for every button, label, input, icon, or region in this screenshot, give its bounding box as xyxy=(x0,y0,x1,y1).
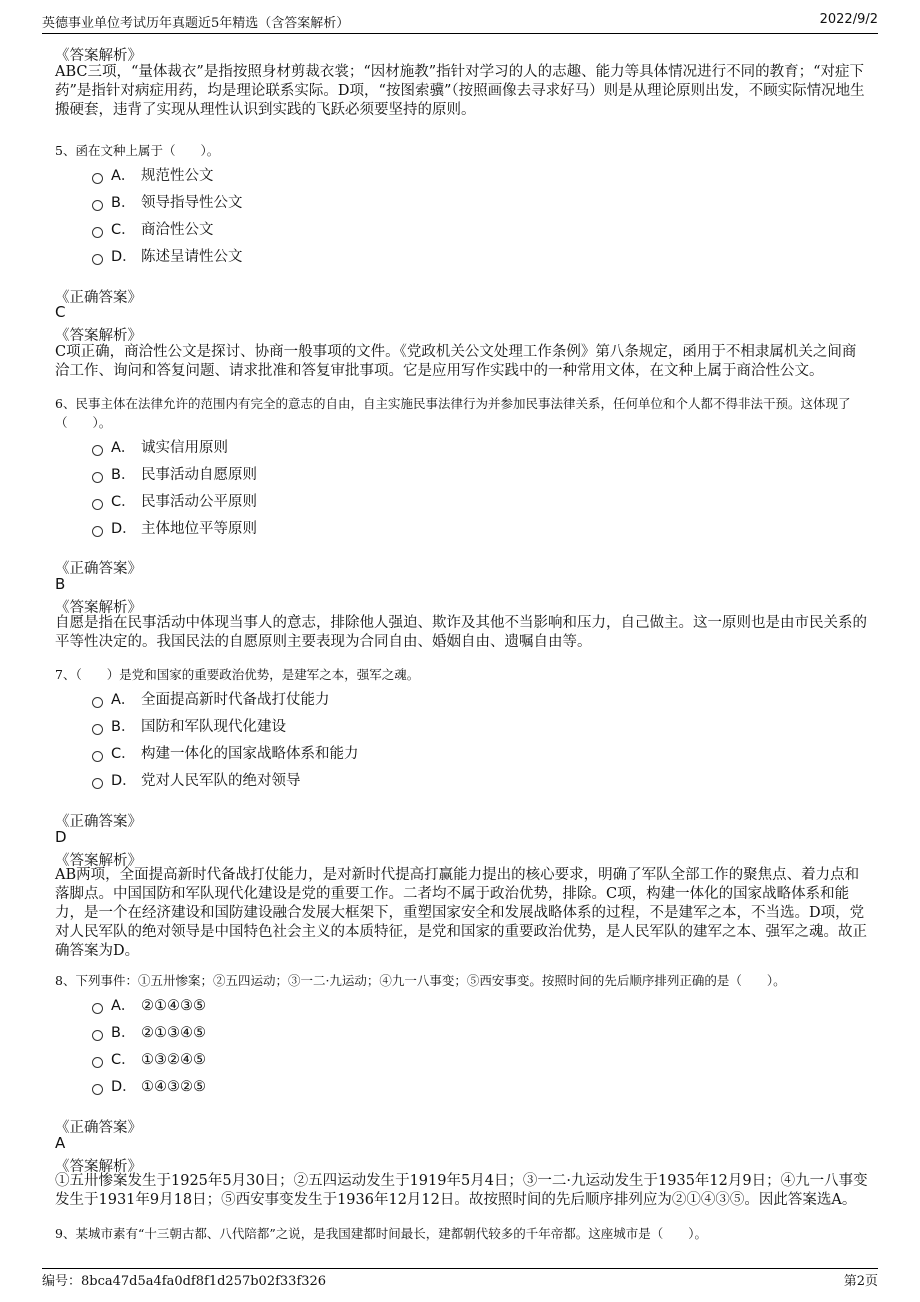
answer-label: 《正确答案》 xyxy=(55,1120,142,1136)
option-text: 主体地位平等原则 xyxy=(141,521,257,537)
footer-divider xyxy=(42,1268,878,1269)
analysis-label: 《答案解析》 xyxy=(55,853,142,869)
option-c[interactable]: C． ①③②④⑤ xyxy=(92,1048,206,1068)
radio-icon[interactable] xyxy=(92,697,103,708)
analysis-label: 《答案解析》 xyxy=(55,600,142,616)
answer-label: 《正确答案》 xyxy=(55,290,142,306)
analysis-label: 《答案解析》 xyxy=(55,48,142,64)
document-code: 编号：8bca47d5a4fa0df8f1d257b02f33f326 xyxy=(42,1274,327,1289)
analysis-text: ABC三项，“量体裁衣”是指按照身材剪裁衣裳；“因材施教”指针对学习的人的志趣、能力等具体情况进行不同的教育；“对症下药”是指针对病症用药，均是理论联系实际。D项，“按图索骥”（按照画像去寻求好马）则是从理论原则出发，不顾实际情况地生搬硬套，违背了实现从理性认识到实践的飞跃必须要坚持的原则。 xyxy=(55,64,865,118)
option-text: ①④③②⑤ xyxy=(141,1079,206,1095)
radio-icon[interactable] xyxy=(92,526,103,537)
option-text: ②①③④⑤ xyxy=(141,1025,206,1041)
option-b[interactable]: B． 领导指导性公文 xyxy=(92,191,243,211)
radio-icon[interactable] xyxy=(92,724,103,735)
option-text: 构建一体化的国家战略体系和能力 xyxy=(141,746,359,762)
answer-label: 《正确答案》 xyxy=(55,561,142,577)
option-d[interactable]: D． 主体地位平等原则 xyxy=(92,517,257,537)
page-header xyxy=(42,12,878,32)
radio-icon[interactable] xyxy=(92,227,103,238)
option-text: 国防和军队现代化建设 xyxy=(141,719,286,735)
question-stem: 5、函在文种上属于（ ）。 xyxy=(55,143,220,158)
document-date: 2022/9/2 xyxy=(819,12,878,27)
option-c[interactable]: C． 构建一体化的国家战略体系和能力 xyxy=(92,742,359,762)
analysis-text: AB两项，全面提高新时代备战打仗能力，是对新时代提高打赢能力提出的核心要求，明确了军队全部工作的聚焦点、着力点和落脚点。中国国防和军队现代化建设是党的重要工作。二者均不属于政治优势，排除。C项，构建一体化的国家战略体系和能力，是一个在经济建设和国防建设融合发展大框架下，重塑国家安全和发展战略体系的过程，不是建军之本，不当选。D项，党对人民军队的绝对领导是中国特色社会主义的本质特征，是党和国家的重要政治优势，是人民军队的建军之本、强军之魂。故正确答案为D。 xyxy=(55,867,867,959)
question-stem: 7、（ ）是党和国家的重要政治优势，是建军之本，强军之魂。 xyxy=(55,667,420,682)
header-divider xyxy=(42,33,878,34)
option-text: ②①④③⑤ xyxy=(141,998,206,1014)
option-a[interactable]: A． 规范性公文 xyxy=(92,164,214,184)
radio-icon[interactable] xyxy=(92,200,103,211)
option-a[interactable]: A． 全面提高新时代备战打仗能力 xyxy=(92,688,330,708)
option-text: 全面提高新时代备战打仗能力 xyxy=(141,692,330,708)
document-title: 英德事业单位考试历年真题近5年精选（含答案解析） xyxy=(42,16,350,31)
radio-icon[interactable] xyxy=(92,445,103,456)
option-d[interactable]: D． ①④③②⑤ xyxy=(92,1075,206,1095)
option-d[interactable]: D． 党对人民军队的绝对领导 xyxy=(92,769,301,789)
option-text: 商洽性公文 xyxy=(141,222,214,238)
option-text: 领导指导性公文 xyxy=(141,195,243,211)
page-footer xyxy=(42,1270,878,1290)
option-text: ①③②④⑤ xyxy=(141,1052,206,1068)
radio-icon[interactable] xyxy=(92,1057,103,1068)
radio-icon[interactable] xyxy=(92,1084,103,1095)
radio-icon[interactable] xyxy=(92,1030,103,1041)
radio-icon[interactable] xyxy=(92,254,103,265)
analysis-text: 自愿是指在民事活动中体现当事人的意志，排除他人强迫、欺诈及其他不当影响和压力，自己做主。这一原则也是由市民关系的平等性决定的。我国民法的自愿原则主要表现为合同自由、婚姻自由、遗嘱自由等。 xyxy=(55,615,867,650)
option-a[interactable]: A． 诚实信用原则 xyxy=(92,436,228,456)
option-d[interactable]: D． 陈述呈请性公文 xyxy=(92,245,243,265)
option-text: 规范性公文 xyxy=(141,168,214,184)
answer-label: 《正确答案》 xyxy=(55,814,142,830)
option-text: 党对人民军队的绝对领导 xyxy=(141,773,301,789)
radio-icon[interactable] xyxy=(92,499,103,510)
question-stem: 6、民事主体在法律允许的范围内有完全的意志的自由，自主实施民事法律行为并参加民事法律关系，任何单位和个人都不得非法干预。这体现了（ ）。 xyxy=(55,396,851,430)
option-text: 陈述呈请性公文 xyxy=(141,249,243,265)
radio-icon[interactable] xyxy=(92,1003,103,1014)
radio-icon[interactable] xyxy=(92,173,103,184)
radio-icon[interactable] xyxy=(92,778,103,789)
correct-answer: C xyxy=(55,303,66,321)
radio-icon[interactable] xyxy=(92,751,103,762)
question-stem: 8、下列事件：①五卅惨案；②五四运动；③一二·九运动；④九一八事变；⑤西安事变。按照时间的先后顺序排列正确的是（ ）。 xyxy=(55,973,786,988)
correct-answer: B xyxy=(55,575,66,593)
analysis-text: C项正确，商洽性公文是探讨、协商一般事项的文件。《党政机关公文处理工作条例》第八条规定，函用于不相隶属机关之间商洽工作、询问和答复问题、请求批准和答复审批事项。它是应用写作实践中的一种常用文体，在文种上属于商洽性公文。 xyxy=(55,344,857,379)
analysis-text: ①五卅惨案发生于1925年5月30日；②五四运动发生于1919年5月4日；③一二·九运动发生于1935年12月9日；④九一八事变发生于1931年9月18日；⑤西安事变发生于1936年12月12日。故按照时间的先后顺序排列应为②①④③⑤。因此答案选A。 xyxy=(55,1173,868,1208)
correct-answer: A xyxy=(55,1134,66,1152)
analysis-label: 《答案解析》 xyxy=(55,1159,142,1175)
radio-icon[interactable] xyxy=(92,472,103,483)
option-b[interactable]: B． 国防和军队现代化建设 xyxy=(92,715,286,735)
option-b[interactable]: B． ②①③④⑤ xyxy=(92,1021,206,1041)
question-stem: 9、某城市素有“十三朝古都、八代陪都”之说，是我国建都时间最长，建都朝代较多的千年帝都。这座城市是（ ）。 xyxy=(55,1226,707,1241)
option-c[interactable]: C． 商洽性公文 xyxy=(92,218,214,238)
option-text: 诚实信用原则 xyxy=(141,440,228,456)
option-a[interactable]: A． ②①④③⑤ xyxy=(92,994,206,1014)
option-c[interactable]: C． 民事活动公平原则 xyxy=(92,490,257,510)
option-b[interactable]: B． 民事活动自愿原则 xyxy=(92,463,257,483)
page-number: 第2页 xyxy=(843,1274,878,1289)
correct-answer: D xyxy=(55,828,67,846)
analysis-label: 《答案解析》 xyxy=(55,328,142,344)
option-text: 民事活动自愿原则 xyxy=(141,467,257,483)
option-text: 民事活动公平原则 xyxy=(141,494,257,510)
